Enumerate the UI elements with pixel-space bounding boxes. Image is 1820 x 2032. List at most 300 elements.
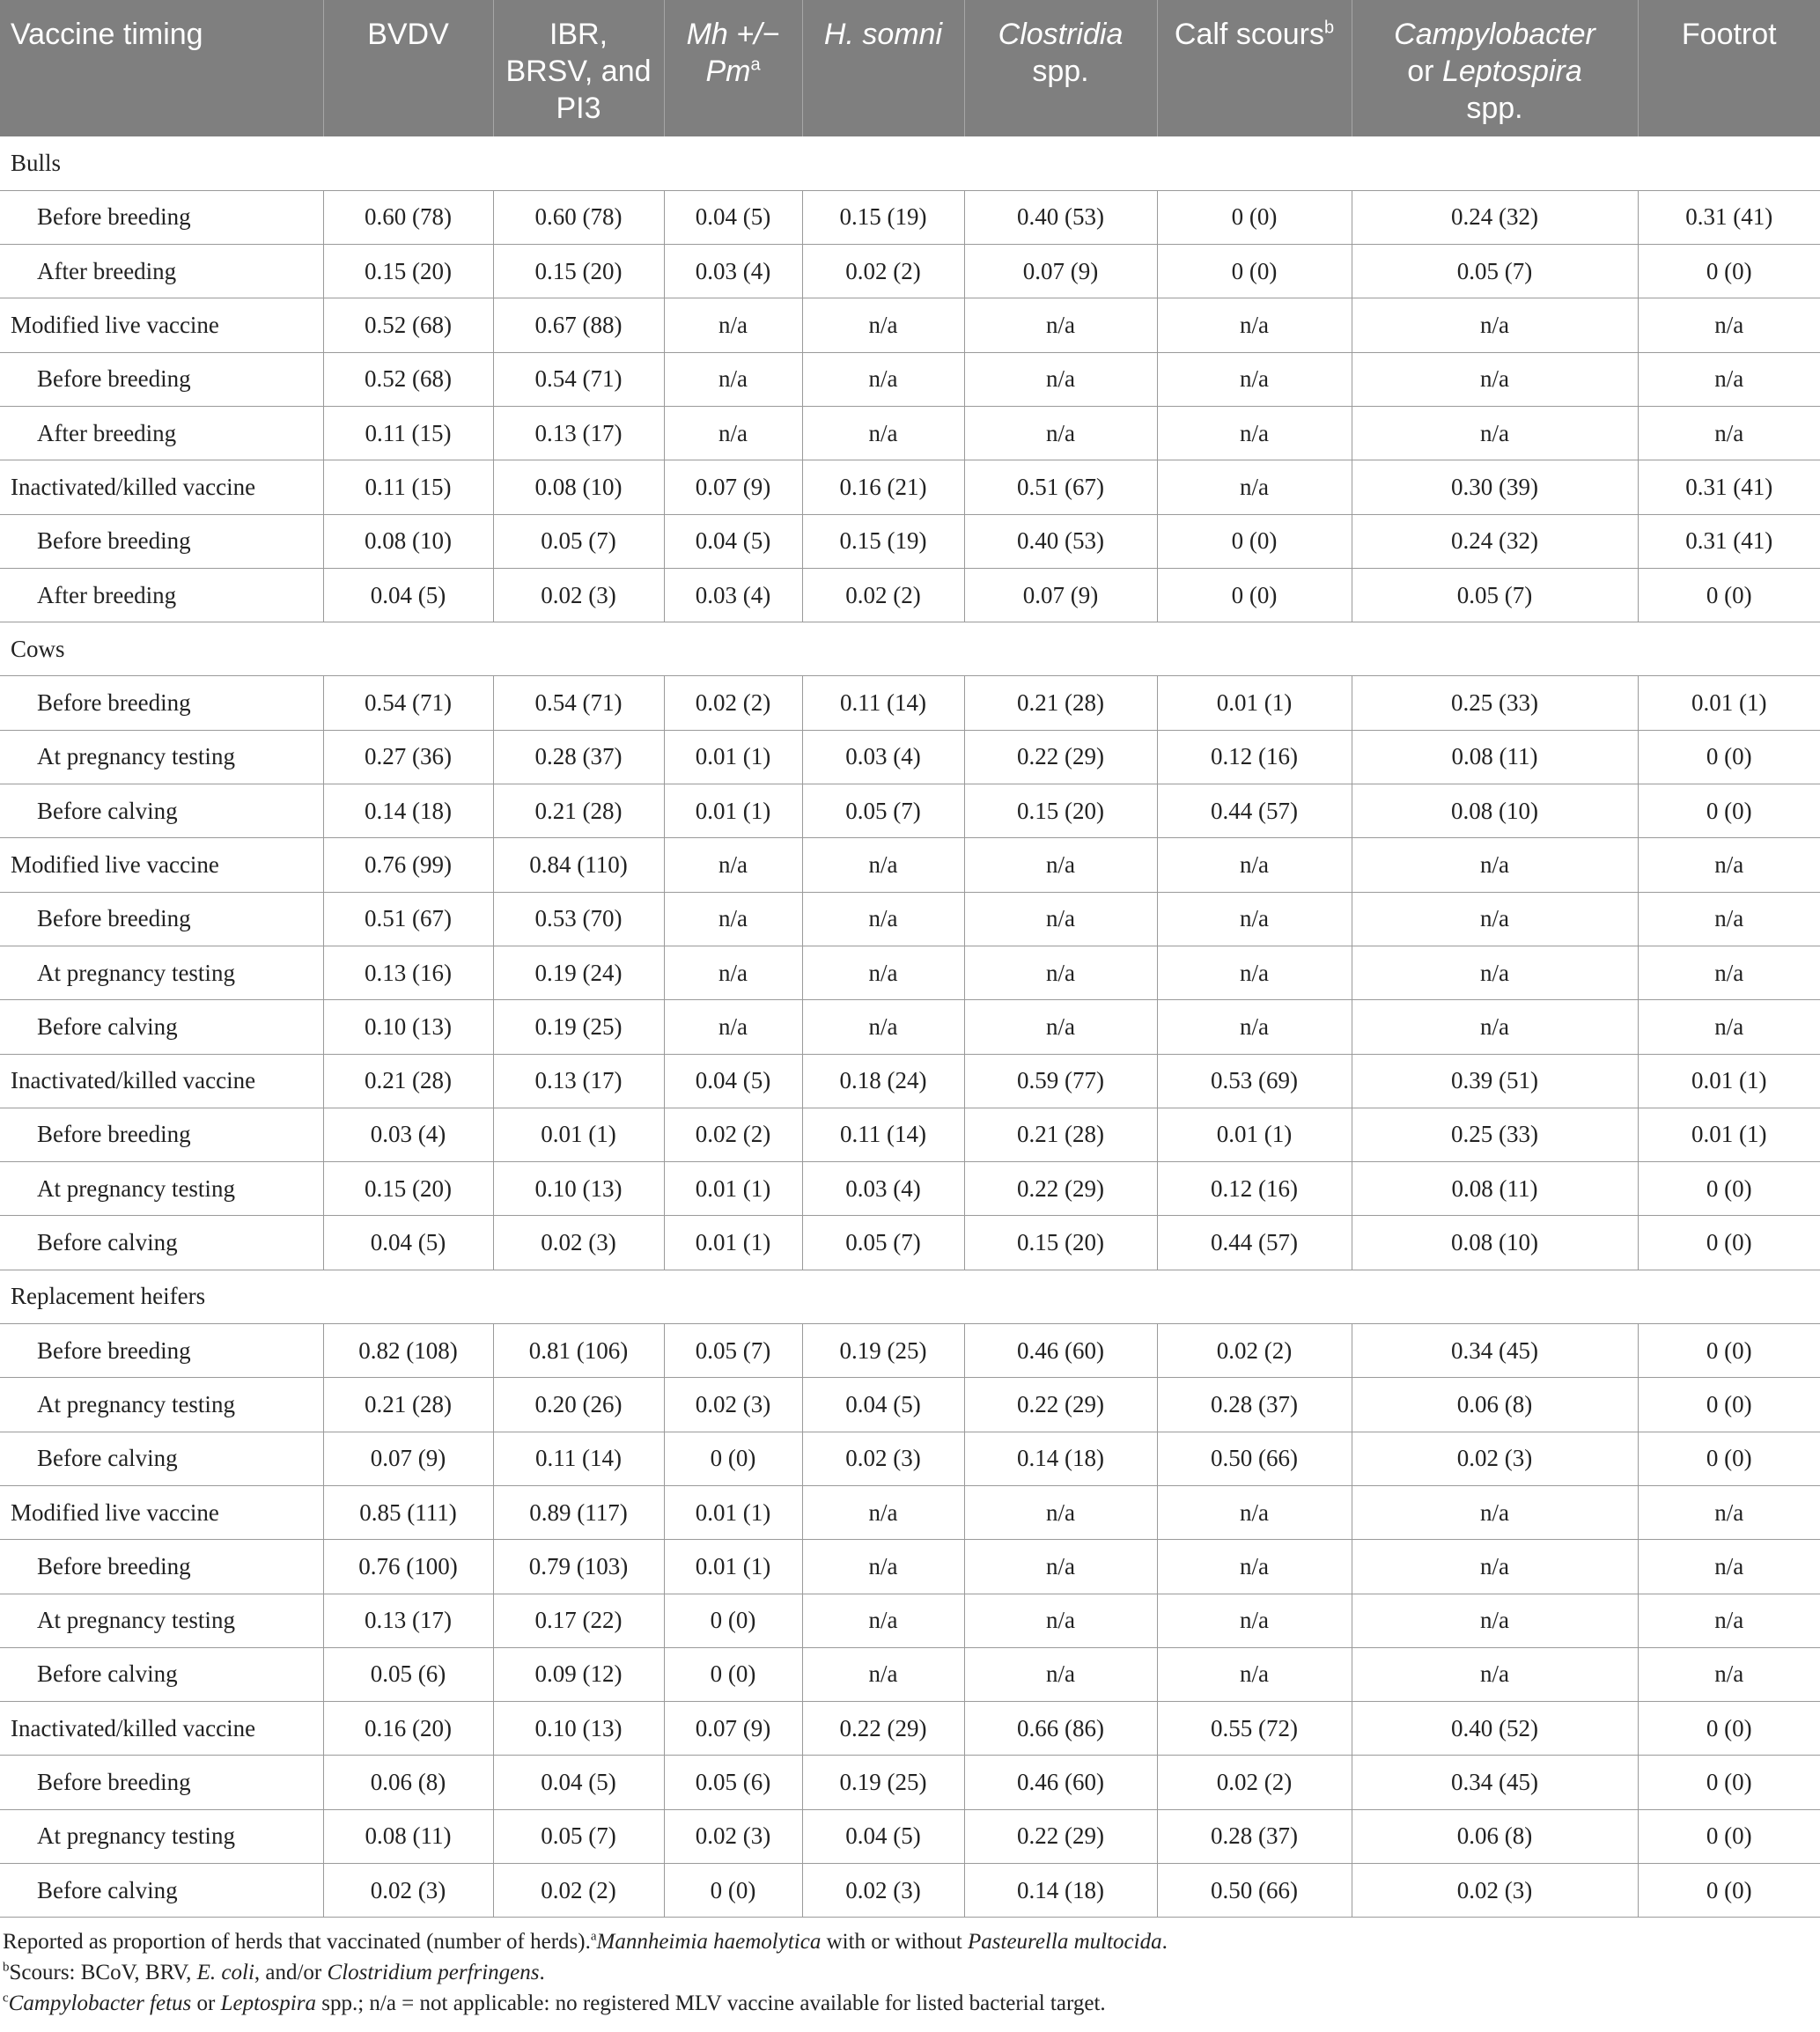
cell-bvdv: 0.07 (9) xyxy=(323,1432,493,1485)
cell-footrot: n/a xyxy=(1638,298,1820,352)
header-calf-scours: Calf scours$^b$ xyxy=(1157,0,1352,136)
cell-footrot: 0.01 (1) xyxy=(1638,1108,1820,1161)
table-row xyxy=(0,1000,1820,1054)
cell-clostridia: 0.66 (86) xyxy=(964,1702,1157,1756)
header-ibr-brsv-pi3: IBR, BRSV, and PI3 xyxy=(493,0,664,136)
cell-bvdv: 0.11 (15) xyxy=(323,460,493,514)
cell-mh-pm: 0.04 (5) xyxy=(664,190,802,244)
cell-ibr-brsv-pi3: 0.54 (71) xyxy=(493,352,664,406)
row-label: Before calving xyxy=(0,1864,323,1918)
row-label: Before breeding xyxy=(0,352,323,406)
cell-bvdv: 0.82 (108) xyxy=(323,1324,493,1378)
cell-campylobacter-leptospira: n/a xyxy=(1352,1000,1638,1054)
cell-h-somni: n/a xyxy=(802,352,964,406)
cell-footrot: 0.31 (41) xyxy=(1638,190,1820,244)
cell-h-somni: 0.16 (21) xyxy=(802,460,964,514)
cell-bvdv: 0.27 (36) xyxy=(323,730,493,784)
cell-mh-pm: 0.03 (4) xyxy=(664,245,802,298)
table-row xyxy=(0,568,1820,622)
cell-ibr-brsv-pi3: 0.10 (13) xyxy=(493,1162,664,1216)
cell-ibr-brsv-pi3: 0.15 (20) xyxy=(493,245,664,298)
cell-footrot: n/a xyxy=(1638,946,1820,999)
table-row xyxy=(0,730,1820,784)
cell-campylobacter-leptospira: 0.24 (32) xyxy=(1352,190,1638,244)
cell-bvdv: 0.52 (68) xyxy=(323,298,493,352)
cell-clostridia: n/a xyxy=(964,352,1157,406)
row-label: Before calving xyxy=(0,784,323,838)
cell-clostridia: n/a xyxy=(964,838,1157,892)
cell-calf-scours: n/a xyxy=(1157,1485,1352,1539)
cell-footrot: 0.31 (41) xyxy=(1638,514,1820,568)
cell-mh-pm: 0.04 (5) xyxy=(664,514,802,568)
cell-footrot: n/a xyxy=(1638,1540,1820,1594)
cell-mh-pm: 0.01 (1) xyxy=(664,1162,802,1216)
row-label: Before breeding xyxy=(0,892,323,946)
row-label: Modified live vaccine xyxy=(0,298,323,352)
cell-mh-pm: n/a xyxy=(664,1000,802,1054)
cell-bvdv: 0.08 (11) xyxy=(323,1809,493,1863)
table-row xyxy=(0,1108,1820,1161)
cell-mh-pm: n/a xyxy=(664,946,802,999)
section-label: Replacement heifers xyxy=(0,1270,1820,1323)
cell-ibr-brsv-pi3: 0.11 (14) xyxy=(493,1432,664,1485)
cell-campylobacter-leptospira: 0.05 (7) xyxy=(1352,568,1638,622)
cell-footrot: 0 (0) xyxy=(1638,1809,1820,1863)
cell-bvdv: 0.06 (8) xyxy=(323,1756,493,1809)
cell-clostridia: n/a xyxy=(964,1594,1157,1647)
cell-bvdv: 0.13 (16) xyxy=(323,946,493,999)
cell-campylobacter-leptospira: 0.25 (33) xyxy=(1352,676,1638,730)
cell-h-somni: n/a xyxy=(802,406,964,460)
cell-footrot: n/a xyxy=(1638,1485,1820,1539)
cell-bvdv: 0.54 (71) xyxy=(323,676,493,730)
cell-footrot: 0.01 (1) xyxy=(1638,1054,1820,1108)
cell-mh-pm: 0 (0) xyxy=(664,1647,802,1701)
cell-ibr-brsv-pi3: 0.53 (70) xyxy=(493,892,664,946)
footnote-1: Reported as proportion of herds that vaccinated (number of herds).$^a$Mannheimia haemolytica with or without Pasteurella multocida. xyxy=(3,1929,1168,1955)
cell-footrot: 0 (0) xyxy=(1638,1864,1820,1918)
cell-calf-scours: 0.44 (57) xyxy=(1157,784,1352,838)
cell-h-somni: 0.02 (3) xyxy=(802,1432,964,1485)
cell-bvdv: 0.52 (68) xyxy=(323,352,493,406)
cell-clostridia: 0.14 (18) xyxy=(964,1432,1157,1485)
cell-footrot: n/a xyxy=(1638,406,1820,460)
cell-ibr-brsv-pi3: 0.05 (7) xyxy=(493,1809,664,1863)
table-row xyxy=(0,1485,1820,1539)
cell-ibr-brsv-pi3: 0.21 (28) xyxy=(493,784,664,838)
table-row xyxy=(0,514,1820,568)
table-row xyxy=(0,298,1820,352)
cell-mh-pm: 0.01 (1) xyxy=(664,1485,802,1539)
cell-ibr-brsv-pi3: 0.89 (117) xyxy=(493,1485,664,1539)
cell-footrot: n/a xyxy=(1638,1647,1820,1701)
cell-footrot: 0 (0) xyxy=(1638,1756,1820,1809)
cell-calf-scours: n/a xyxy=(1157,298,1352,352)
footnote-3: $^c$Campylobacter fetus or Leptospira spp.; n/a = not applicable: no registered MLV vaccine available for listed bacterial target. xyxy=(3,1991,1106,2016)
section-row xyxy=(0,622,1820,676)
row-label: Inactivated/killed vaccine xyxy=(0,460,323,514)
row-label: Before breeding xyxy=(0,1756,323,1809)
cell-bvdv: 0.21 (28) xyxy=(323,1378,493,1432)
cell-h-somni: n/a xyxy=(802,298,964,352)
cell-campylobacter-leptospira: n/a xyxy=(1352,298,1638,352)
cell-campylobacter-leptospira: n/a xyxy=(1352,1485,1638,1539)
cell-campylobacter-leptospira: n/a xyxy=(1352,1540,1638,1594)
cell-clostridia: 0.15 (20) xyxy=(964,1216,1157,1270)
cell-mh-pm: 0.01 (1) xyxy=(664,784,802,838)
cell-footrot: n/a xyxy=(1638,892,1820,946)
cell-bvdv: 0.04 (5) xyxy=(323,568,493,622)
cell-clostridia: 0.59 (77) xyxy=(964,1054,1157,1108)
row-label: Before calving xyxy=(0,1216,323,1270)
header-mh-pm: Mh +/− $Pm^a$ xyxy=(664,0,802,136)
cell-mh-pm: 0.02 (3) xyxy=(664,1378,802,1432)
cell-footrot: 0 (0) xyxy=(1638,568,1820,622)
cell-clostridia: 0.22 (29) xyxy=(964,1378,1157,1432)
row-label: Before calving xyxy=(0,1000,323,1054)
table-row xyxy=(0,1324,1820,1378)
header-vaccine-timing: Vaccine timing xyxy=(0,0,323,136)
cell-h-somni: 0.15 (19) xyxy=(802,514,964,568)
cell-ibr-brsv-pi3: 0.04 (5) xyxy=(493,1756,664,1809)
cell-bvdv: 0.15 (20) xyxy=(323,245,493,298)
header-bvdv: BVDV xyxy=(323,0,493,136)
cell-h-somni: 0.02 (3) xyxy=(802,1864,964,1918)
header-h-somni: H. somni xyxy=(802,0,964,136)
cell-campylobacter-leptospira: 0.24 (32) xyxy=(1352,514,1638,568)
cell-footrot: 0 (0) xyxy=(1638,1432,1820,1485)
cell-campylobacter-leptospira: 0.39 (51) xyxy=(1352,1054,1638,1108)
cell-mh-pm: 0.02 (2) xyxy=(664,676,802,730)
cell-campylobacter-leptospira: n/a xyxy=(1352,1647,1638,1701)
row-label: Before breeding xyxy=(0,1540,323,1594)
table-body xyxy=(0,136,1820,1918)
cell-calf-scours: 0.28 (37) xyxy=(1157,1809,1352,1863)
cell-campylobacter-leptospira: 0.02 (3) xyxy=(1352,1864,1638,1918)
cell-clostridia: 0.46 (60) xyxy=(964,1324,1157,1378)
cell-calf-scours: 0.50 (66) xyxy=(1157,1864,1352,1918)
cell-mh-pm: 0 (0) xyxy=(664,1432,802,1485)
cell-mh-pm: n/a xyxy=(664,838,802,892)
cell-clostridia: n/a xyxy=(964,1540,1157,1594)
table-row xyxy=(0,1378,1820,1432)
cell-bvdv: 0.14 (18) xyxy=(323,784,493,838)
table-row xyxy=(0,784,1820,838)
table-row xyxy=(0,1594,1820,1647)
cell-mh-pm: 0.03 (4) xyxy=(664,568,802,622)
cell-calf-scours: n/a xyxy=(1157,406,1352,460)
footnotes xyxy=(0,1918,1820,2019)
cell-ibr-brsv-pi3: 0.05 (7) xyxy=(493,514,664,568)
table-row xyxy=(0,1864,1820,1918)
cell-campylobacter-leptospira: n/a xyxy=(1352,406,1638,460)
cell-h-somni: n/a xyxy=(802,1594,964,1647)
cell-clostridia: 0.46 (60) xyxy=(964,1756,1157,1809)
cell-mh-pm: 0.05 (6) xyxy=(664,1756,802,1809)
cell-clostridia: n/a xyxy=(964,892,1157,946)
row-label: Before breeding xyxy=(0,514,323,568)
cell-calf-scours: 0.12 (16) xyxy=(1157,730,1352,784)
table-row xyxy=(0,406,1820,460)
cell-campylobacter-leptospira: 0.06 (8) xyxy=(1352,1809,1638,1863)
cell-mh-pm: 0.01 (1) xyxy=(664,1540,802,1594)
cell-bvdv: 0.60 (78) xyxy=(323,190,493,244)
cell-calf-scours: 0.28 (37) xyxy=(1157,1378,1352,1432)
cell-ibr-brsv-pi3: 0.02 (3) xyxy=(493,568,664,622)
cell-ibr-brsv-pi3: 0.02 (2) xyxy=(493,1864,664,1918)
cell-calf-scours: 0.55 (72) xyxy=(1157,1702,1352,1756)
cell-ibr-brsv-pi3: 0.28 (37) xyxy=(493,730,664,784)
cell-h-somni: 0.19 (25) xyxy=(802,1756,964,1809)
cell-h-somni: n/a xyxy=(802,892,964,946)
cell-h-somni: n/a xyxy=(802,838,964,892)
cell-mh-pm: 0.01 (1) xyxy=(664,1216,802,1270)
cell-clostridia: n/a xyxy=(964,1000,1157,1054)
cell-mh-pm: 0 (0) xyxy=(664,1594,802,1647)
cell-h-somni: 0.02 (2) xyxy=(802,245,964,298)
cell-clostridia: 0.22 (29) xyxy=(964,1809,1157,1863)
row-label: At pregnancy testing xyxy=(0,1594,323,1647)
cell-calf-scours: 0.44 (57) xyxy=(1157,1216,1352,1270)
table-row xyxy=(0,1756,1820,1809)
row-label: After breeding xyxy=(0,406,323,460)
cell-bvdv: 0.05 (6) xyxy=(323,1647,493,1701)
header-footrot: Footrot xyxy=(1638,0,1820,136)
cell-h-somni: 0.18 (24) xyxy=(802,1054,964,1108)
row-label: Modified live vaccine xyxy=(0,1485,323,1539)
cell-clostridia: 0.40 (53) xyxy=(964,190,1157,244)
cell-campylobacter-leptospira: 0.02 (3) xyxy=(1352,1432,1638,1485)
cell-mh-pm: 0.01 (1) xyxy=(664,730,802,784)
cell-h-somni: 0.11 (14) xyxy=(802,1108,964,1161)
cell-ibr-brsv-pi3: 0.01 (1) xyxy=(493,1108,664,1161)
cell-bvdv: 0.03 (4) xyxy=(323,1108,493,1161)
cell-mh-pm: 0.07 (9) xyxy=(664,460,802,514)
cell-calf-scours: n/a xyxy=(1157,838,1352,892)
table-row xyxy=(0,1162,1820,1216)
cell-h-somni: n/a xyxy=(802,1647,964,1701)
cell-bvdv: 0.15 (20) xyxy=(323,1162,493,1216)
cell-bvdv: 0.11 (15) xyxy=(323,406,493,460)
cell-calf-scours: n/a xyxy=(1157,1594,1352,1647)
cell-footrot: 0 (0) xyxy=(1638,1216,1820,1270)
row-label: At pregnancy testing xyxy=(0,1162,323,1216)
cell-ibr-brsv-pi3: 0.54 (71) xyxy=(493,676,664,730)
cell-clostridia: 0.21 (28) xyxy=(964,676,1157,730)
row-label: Before calving xyxy=(0,1647,323,1701)
table-row xyxy=(0,1054,1820,1108)
cell-mh-pm: n/a xyxy=(664,406,802,460)
row-label: Before breeding xyxy=(0,1108,323,1161)
row-label: At pregnancy testing xyxy=(0,730,323,784)
cell-campylobacter-leptospira: 0.34 (45) xyxy=(1352,1324,1638,1378)
cell-calf-scours: 0.02 (2) xyxy=(1157,1324,1352,1378)
cell-ibr-brsv-pi3: 0.09 (12) xyxy=(493,1647,664,1701)
cell-calf-scours: 0.50 (66) xyxy=(1157,1432,1352,1485)
cell-calf-scours: 0 (0) xyxy=(1157,190,1352,244)
cell-campylobacter-leptospira: n/a xyxy=(1352,838,1638,892)
cell-clostridia: 0.21 (28) xyxy=(964,1108,1157,1161)
cell-ibr-brsv-pi3: 0.20 (26) xyxy=(493,1378,664,1432)
cell-calf-scours: n/a xyxy=(1157,946,1352,999)
table-row xyxy=(0,1809,1820,1863)
cell-h-somni: 0.15 (19) xyxy=(802,190,964,244)
cell-footrot: 0.01 (1) xyxy=(1638,676,1820,730)
cell-ibr-brsv-pi3: 0.10 (13) xyxy=(493,1702,664,1756)
row-label: Before breeding xyxy=(0,676,323,730)
cell-mh-pm: n/a xyxy=(664,352,802,406)
row-label: Modified live vaccine xyxy=(0,838,323,892)
cell-h-somni: 0.02 (2) xyxy=(802,568,964,622)
cell-footrot: n/a xyxy=(1638,838,1820,892)
cell-calf-scours: n/a xyxy=(1157,892,1352,946)
cell-h-somni: 0.22 (29) xyxy=(802,1702,964,1756)
cell-calf-scours: 0.02 (2) xyxy=(1157,1756,1352,1809)
cell-h-somni: 0.04 (5) xyxy=(802,1378,964,1432)
cell-h-somni: 0.19 (25) xyxy=(802,1324,964,1378)
cell-clostridia: 0.14 (18) xyxy=(964,1864,1157,1918)
cell-campylobacter-leptospira: 0.30 (39) xyxy=(1352,460,1638,514)
cell-calf-scours: 0.01 (1) xyxy=(1157,676,1352,730)
cell-ibr-brsv-pi3: 0.17 (22) xyxy=(493,1594,664,1647)
cell-ibr-brsv-pi3: 0.60 (78) xyxy=(493,190,664,244)
row-label: Before breeding xyxy=(0,1324,323,1378)
cell-bvdv: 0.76 (99) xyxy=(323,838,493,892)
table-row xyxy=(0,460,1820,514)
table-row xyxy=(0,245,1820,298)
cell-h-somni: n/a xyxy=(802,1000,964,1054)
section-row xyxy=(0,136,1820,190)
cell-ibr-brsv-pi3: 0.79 (103) xyxy=(493,1540,664,1594)
cell-h-somni: 0.03 (4) xyxy=(802,1162,964,1216)
cell-calf-scours: n/a xyxy=(1157,1000,1352,1054)
cell-calf-scours: 0 (0) xyxy=(1157,568,1352,622)
cell-footrot: n/a xyxy=(1638,352,1820,406)
cell-bvdv: 0.76 (100) xyxy=(323,1540,493,1594)
cell-mh-pm: 0.07 (9) xyxy=(664,1702,802,1756)
cell-h-somni: n/a xyxy=(802,1540,964,1594)
cell-clostridia: 0.07 (9) xyxy=(964,245,1157,298)
cell-footrot: 0 (0) xyxy=(1638,730,1820,784)
cell-h-somni: 0.04 (5) xyxy=(802,1809,964,1863)
cell-calf-scours: 0.12 (16) xyxy=(1157,1162,1352,1216)
cell-campylobacter-leptospira: 0.34 (45) xyxy=(1352,1756,1638,1809)
cell-ibr-brsv-pi3: 0.13 (17) xyxy=(493,1054,664,1108)
row-label: At pregnancy testing xyxy=(0,946,323,999)
cell-bvdv: 0.10 (13) xyxy=(323,1000,493,1054)
cell-ibr-brsv-pi3: 0.08 (10) xyxy=(493,460,664,514)
footnote-2: $^b$Scours: BCoV, BRV, E. coli, and/or Clostridium perfringens. xyxy=(3,1960,545,1985)
cell-clostridia: n/a xyxy=(964,946,1157,999)
cell-footrot: 0.31 (41) xyxy=(1638,460,1820,514)
row-label: Before breeding xyxy=(0,190,323,244)
row-label: Inactivated/killed vaccine xyxy=(0,1702,323,1756)
cell-bvdv: 0.13 (17) xyxy=(323,1594,493,1647)
cell-campylobacter-leptospira: n/a xyxy=(1352,352,1638,406)
cell-ibr-brsv-pi3: 0.13 (17) xyxy=(493,406,664,460)
cell-campylobacter-leptospira: 0.25 (33) xyxy=(1352,1108,1638,1161)
cell-clostridia: 0.22 (29) xyxy=(964,1162,1157,1216)
cell-footrot: 0 (0) xyxy=(1638,1162,1820,1216)
cell-mh-pm: 0.05 (7) xyxy=(664,1324,802,1378)
cell-footrot: 0 (0) xyxy=(1638,784,1820,838)
cell-ibr-brsv-pi3: 0.84 (110) xyxy=(493,838,664,892)
cell-clostridia: 0.22 (29) xyxy=(964,730,1157,784)
cell-campylobacter-leptospira: 0.08 (11) xyxy=(1352,730,1638,784)
cell-h-somni: n/a xyxy=(802,1485,964,1539)
cell-h-somni: 0.11 (14) xyxy=(802,676,964,730)
header-campylobacter-leptospira: Campylobacter or Leptospira spp. xyxy=(1352,0,1638,136)
cell-mh-pm: 0.02 (2) xyxy=(664,1108,802,1161)
cell-footrot: 0 (0) xyxy=(1638,1702,1820,1756)
row-label: Before calving xyxy=(0,1432,323,1485)
row-label: At pregnancy testing xyxy=(0,1809,323,1863)
cell-ibr-brsv-pi3: 0.19 (24) xyxy=(493,946,664,999)
cell-h-somni: 0.05 (7) xyxy=(802,1216,964,1270)
cell-footrot: 0 (0) xyxy=(1638,1378,1820,1432)
cell-clostridia: n/a xyxy=(964,298,1157,352)
cell-footrot: 0 (0) xyxy=(1638,245,1820,298)
cell-bvdv: 0.21 (28) xyxy=(323,1054,493,1108)
cell-ibr-brsv-pi3: 0.19 (25) xyxy=(493,1000,664,1054)
cell-h-somni: n/a xyxy=(802,946,964,999)
cell-footrot: n/a xyxy=(1638,1594,1820,1647)
cell-footrot: 0 (0) xyxy=(1638,1324,1820,1378)
cell-mh-pm: 0 (0) xyxy=(664,1864,802,1918)
cell-clostridia: 0.15 (20) xyxy=(964,784,1157,838)
cell-calf-scours: n/a xyxy=(1157,1540,1352,1594)
table-row xyxy=(0,838,1820,892)
cell-calf-scours: n/a xyxy=(1157,1647,1352,1701)
table-row xyxy=(0,1647,1820,1701)
table-row xyxy=(0,352,1820,406)
cell-h-somni: 0.05 (7) xyxy=(802,784,964,838)
cell-campylobacter-leptospira: n/a xyxy=(1352,946,1638,999)
cell-bvdv: 0.85 (111) xyxy=(323,1485,493,1539)
table-row xyxy=(0,190,1820,244)
header-row xyxy=(0,0,1820,136)
cell-clostridia: n/a xyxy=(964,1647,1157,1701)
row-label: After breeding xyxy=(0,245,323,298)
section-label: Bulls xyxy=(0,136,1820,190)
cell-campylobacter-leptospira: n/a xyxy=(1352,892,1638,946)
table-row xyxy=(0,1702,1820,1756)
header-clostridia: Clostridia spp. xyxy=(964,0,1157,136)
cell-campylobacter-leptospira: 0.06 (8) xyxy=(1352,1378,1638,1432)
cell-campylobacter-leptospira: 0.08 (10) xyxy=(1352,784,1638,838)
cell-bvdv: 0.02 (3) xyxy=(323,1864,493,1918)
table-row xyxy=(0,1216,1820,1270)
cell-campylobacter-leptospira: n/a xyxy=(1352,1594,1638,1647)
cell-mh-pm: 0.04 (5) xyxy=(664,1054,802,1108)
table-row xyxy=(0,892,1820,946)
cell-calf-scours: 0 (0) xyxy=(1157,245,1352,298)
cell-clostridia: n/a xyxy=(964,406,1157,460)
cell-ibr-brsv-pi3: 0.81 (106) xyxy=(493,1324,664,1378)
cell-campylobacter-leptospira: 0.08 (10) xyxy=(1352,1216,1638,1270)
cell-bvdv: 0.51 (67) xyxy=(323,892,493,946)
cell-clostridia: n/a xyxy=(964,1485,1157,1539)
cell-calf-scours: n/a xyxy=(1157,460,1352,514)
cell-campylobacter-leptospira: 0.05 (7) xyxy=(1352,245,1638,298)
cell-bvdv: 0.04 (5) xyxy=(323,1216,493,1270)
cell-mh-pm: 0.02 (3) xyxy=(664,1809,802,1863)
table-row xyxy=(0,1540,1820,1594)
cell-calf-scours: 0.01 (1) xyxy=(1157,1108,1352,1161)
cell-footrot: n/a xyxy=(1638,1000,1820,1054)
cell-campylobacter-leptospira: 0.40 (52) xyxy=(1352,1702,1638,1756)
table-row xyxy=(0,1432,1820,1485)
